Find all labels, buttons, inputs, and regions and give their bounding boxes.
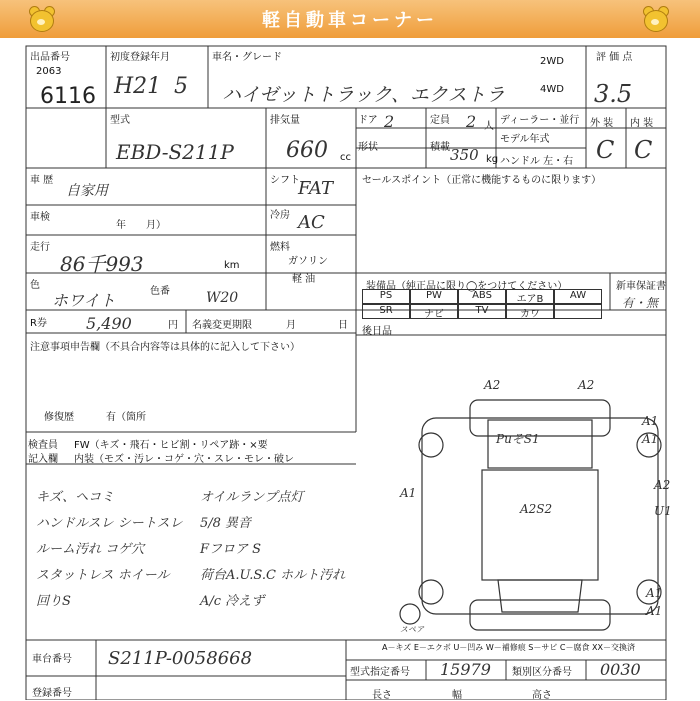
- man-label: 人: [484, 121, 494, 132]
- first-reg-year: H21: [114, 74, 162, 99]
- repair-label: 修復歴: [44, 412, 74, 423]
- grade-label: 評 価 点: [596, 52, 633, 63]
- ac-value: AC: [298, 212, 325, 233]
- model-cert-value: 15979: [440, 660, 491, 679]
- page-title: 軽自動車コーナー: [262, 10, 438, 31]
- shift-label: シフト: [270, 175, 300, 186]
- equipment-item: カワ: [506, 304, 554, 319]
- warranty-label: 新車保証書: [616, 281, 666, 292]
- door-value: 2: [384, 112, 395, 131]
- body-color-value: ホワイト: [52, 291, 116, 310]
- entry-label: 記入欄: [28, 454, 58, 465]
- disp-label: 排気量: [270, 115, 300, 126]
- name-change-label: 名義変更期限: [192, 320, 252, 331]
- capacity-label: 定員: [430, 115, 450, 126]
- note-line: ハンドルスレ シートスレ: [36, 516, 183, 531]
- fuel-gasoline: ガソリン: [288, 256, 328, 267]
- chassis-label: 車台番号: [32, 654, 72, 665]
- shaken-month: 年 月）: [116, 220, 166, 231]
- recycle-label: R券: [30, 318, 47, 329]
- handle-label: ハンドル 左・右: [500, 156, 574, 167]
- equipment-item: ABS: [458, 289, 506, 304]
- model-year-label: モデル年式: [500, 134, 550, 145]
- equipment-item: TV: [458, 304, 506, 319]
- equipment-item: PS: [362, 289, 410, 304]
- km-label: km: [224, 260, 240, 271]
- model-value: EBD-S211P: [116, 140, 234, 164]
- int-label: 内 装: [630, 118, 654, 129]
- damage-mark: PuそS1: [496, 432, 540, 446]
- body-color-label: 色: [30, 280, 40, 291]
- model-cert-label: 型式指定番号: [350, 667, 410, 678]
- damage-mark: A2: [578, 378, 595, 392]
- damage-diagram: [356, 372, 672, 640]
- note-line: 5/8 異音: [200, 516, 252, 531]
- damage-mark: A1: [646, 604, 663, 618]
- damage-mark: A2: [654, 478, 671, 492]
- note-line: A/c 冷えず: [200, 594, 265, 609]
- first-reg-label: 初度登録年月: [110, 52, 170, 63]
- ext-value: C: [596, 136, 615, 164]
- color-no-value: W20: [206, 290, 239, 306]
- cc-label: cc: [340, 152, 351, 163]
- damage-mark: A1: [400, 486, 417, 500]
- grade-value: 3.5: [594, 80, 633, 108]
- month-label: 月: [286, 320, 296, 331]
- class-no-label: 類別区分番号: [512, 667, 572, 678]
- inspector-label: 検査員: [28, 440, 58, 451]
- reg-no-label: 登録番号: [32, 688, 72, 699]
- damage-mark: A1: [642, 432, 659, 446]
- capacity-value: 2: [466, 112, 477, 131]
- car-name-label: 車名・グレード: [212, 52, 282, 63]
- ac-label: 冷房: [270, 210, 290, 221]
- shift-value: FAT: [298, 178, 333, 199]
- damage-mark: A2: [484, 378, 501, 392]
- mileage-value: 86千993: [60, 252, 144, 276]
- load-value: 350: [450, 146, 479, 164]
- equipment-item: SR: [362, 304, 410, 319]
- yen-label: 円: [168, 320, 178, 331]
- equipment-item: AW: [554, 289, 602, 304]
- mileage-label: 走行: [30, 242, 50, 253]
- recycle-value: 5,490: [86, 314, 132, 333]
- model-label: 型式: [110, 115, 130, 126]
- height-label: 高さ: [532, 690, 552, 701]
- note-line: オイルランプ点灯: [200, 490, 304, 505]
- length-label: 長さ: [372, 690, 392, 701]
- lot-small: 2063: [36, 66, 62, 77]
- lot-label: 出品番号: [30, 52, 70, 63]
- note-line: ルーム汚れ コゲ穴: [36, 542, 145, 557]
- note-line: 回りS: [36, 594, 71, 609]
- warranty-value: 有・無: [622, 296, 659, 310]
- sales-point-label: セールスポイント（正常に機能するものに限ります）: [362, 175, 602, 186]
- fw-row: FW（キズ・飛石・ヒビ割・リペア跡・×要: [74, 440, 268, 451]
- car-name-value: ハイゼットトラック、エクストラ: [222, 84, 505, 106]
- color-no-label: 色番: [150, 286, 170, 297]
- door-label: ドア: [358, 115, 378, 126]
- first-reg-month: 5: [174, 74, 188, 99]
- damage-mark: A2S2: [520, 502, 553, 516]
- equipment-item: PW: [410, 289, 458, 304]
- equipment-item: [554, 304, 602, 319]
- shaken-label: 車検: [30, 212, 50, 223]
- 4wd-label: 4WD: [540, 84, 564, 95]
- day-label: 日: [338, 320, 348, 331]
- disp-value: 660: [286, 138, 328, 163]
- 2wd-label: 2WD: [540, 56, 564, 67]
- dealer-label: ディーラー・並行: [500, 115, 580, 126]
- note-line: キズ、ヘコミ: [36, 490, 115, 505]
- legend: A－キズ E－エクボ U－凹み W－補修痕 S－サビ C－腐食 XX－交換済: [382, 643, 636, 652]
- history-label: 車 歴: [30, 175, 54, 186]
- fuel-label: 燃料: [270, 242, 290, 253]
- damage-mark: スペア: [400, 625, 424, 634]
- ext-label: 外 装: [590, 118, 614, 129]
- notes-area: [30, 486, 360, 636]
- delivery-label: 後日品: [362, 326, 392, 337]
- damage-mark: A1: [642, 414, 659, 428]
- lot-number: 6116: [40, 84, 96, 109]
- note-line: 荷台A.U.S.C ホルト汚れ: [200, 568, 346, 583]
- damage-mark: U1: [654, 504, 672, 518]
- class-no-value: 0030: [600, 660, 641, 679]
- equipment-item: ナビ: [410, 304, 458, 319]
- int-value: C: [634, 136, 653, 164]
- repair-value: 有（箇所: [106, 412, 146, 423]
- note-line: スタットレス ホイール: [36, 568, 170, 583]
- fuel-diesel: 軽 油: [292, 274, 316, 285]
- history-value: 自家用: [66, 183, 108, 199]
- notes-label: 注意事項申告欄（不具合内容等は具体的に記入して下さい）: [30, 342, 300, 353]
- width-label: 幅: [452, 690, 462, 701]
- shape-label: 形状: [358, 142, 378, 153]
- equipment-label: 装備品（純正品に限り◯をつけてください）: [366, 281, 568, 292]
- damage-mark: A1: [646, 586, 663, 600]
- kg-label: kg: [486, 154, 499, 165]
- equipment-item: エアB: [506, 289, 554, 304]
- load-label: 積載: [430, 142, 450, 153]
- note-line: Fフロア S: [200, 542, 262, 557]
- chassis-value: S211P-0058668: [108, 648, 253, 669]
- int-row: 内装（モズ・汚レ・コゲ・穴・スレ・モレ・破レ: [74, 454, 294, 465]
